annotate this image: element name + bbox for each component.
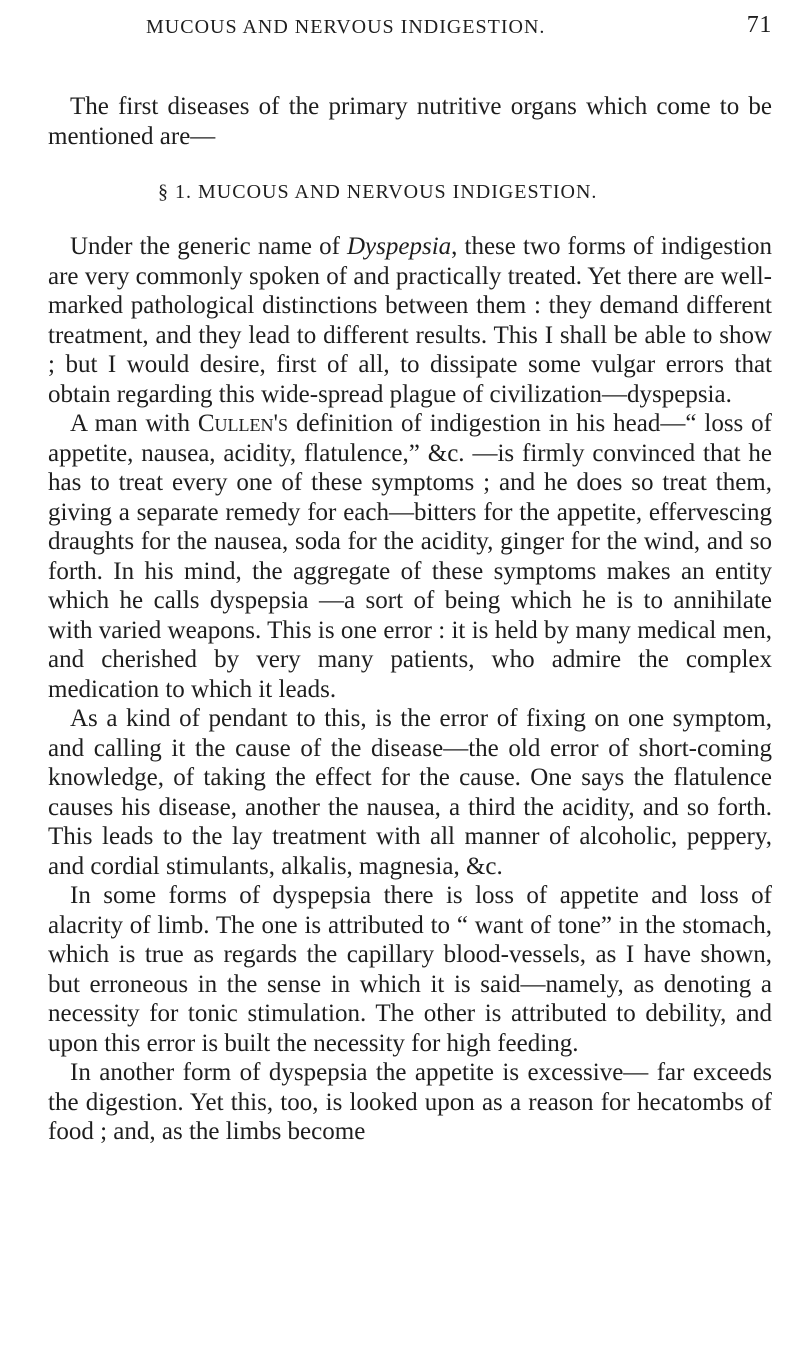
paragraph-1-text-a: Under the generic name of <box>70 233 347 260</box>
paragraph-1-term: Dyspepsia <box>347 233 452 260</box>
paragraph-1-text-b: , these two forms of indigestion are very commonly spoken of and practically treated. Yet there are well-marked pathological distinctions between them : they demand different treatment, and they lead to different results. This I shall be able to show ; but I would desire, first of all, to dissipate some vulgar errors that obtain regarding this wide-spread plague of civilization—dyspepsia. <box>48 233 772 408</box>
paragraph-1 <box>48 232 772 409</box>
paragraph-2-text-a: A man with <box>70 410 198 437</box>
section-title: MUCOUS AND NERVOUS INDIGESTION. <box>198 181 598 203</box>
paragraph-2-author-name: Cullen's <box>197 410 289 437</box>
paragraph-3: As a kind of pendant to this, is the error of fixing on one symptom, and calling it the cause of the disease—the old error of short-coming knowledge, of taking the effect for the cause. One says the flatulence causes his disease, another the nausea, a third the acidity, and so forth. This leads to the lay treatment with all manner of alcoholic, peppery, and cordial stimulants, alkalis, magnesia, &c. <box>48 705 772 880</box>
intro-paragraph: The first diseases of the primary nutritive organs which come to be mentioned are— <box>48 93 772 150</box>
page-number: 71 <box>746 12 772 38</box>
book-page <box>48 10 772 1147</box>
section-heading <box>48 181 772 204</box>
running-title: MUCOUS AND NERVOUS INDIGESTION. <box>146 16 546 38</box>
paragraph-4: In some forms of dyspepsia there is loss of appetite and loss of alacrity of limb. The one is attributed to “ want of tone” in the stomach, which is true as regards the capillary blood-vessels, as I have shown, but erroneous in the sense in which it is said—namely, as denoting a necessity for tonic stimulation. The other is attributed to debility, and upon this error is built the necessity for high feeding. <box>48 882 772 1057</box>
paragraph-2 <box>48 409 772 704</box>
paragraph-2-text-b: definition of indigestion in his head—“ loss of appetite, nausea, acidity, flatulence,” &c. —is firmly convinced that he has to treat every one of these symptoms ; and he does so treat them, giving a separate remedy for each—bitters for the appetite, effervescing draughts for the nausea, soda for the acidity, ginger for the wind, and so forth. In his mind, the aggregate of these symptoms makes an entity which he calls dyspepsia —a sort of being which he is to annihilate with varied weapons. This is one error : it is held by many medical men, and cherished by very many patients, who admire the complex medication to which it leads. <box>48 410 772 703</box>
section-number: § 1. <box>158 181 192 203</box>
running-head <box>48 10 772 50</box>
paragraph-5: In another form of dyspepsia the appetite is excessive— far exceeds the digestion. Yet this, too, is looked upon as a reason for hecatombs of food ; and, as the limbs become <box>48 1059 772 1145</box>
